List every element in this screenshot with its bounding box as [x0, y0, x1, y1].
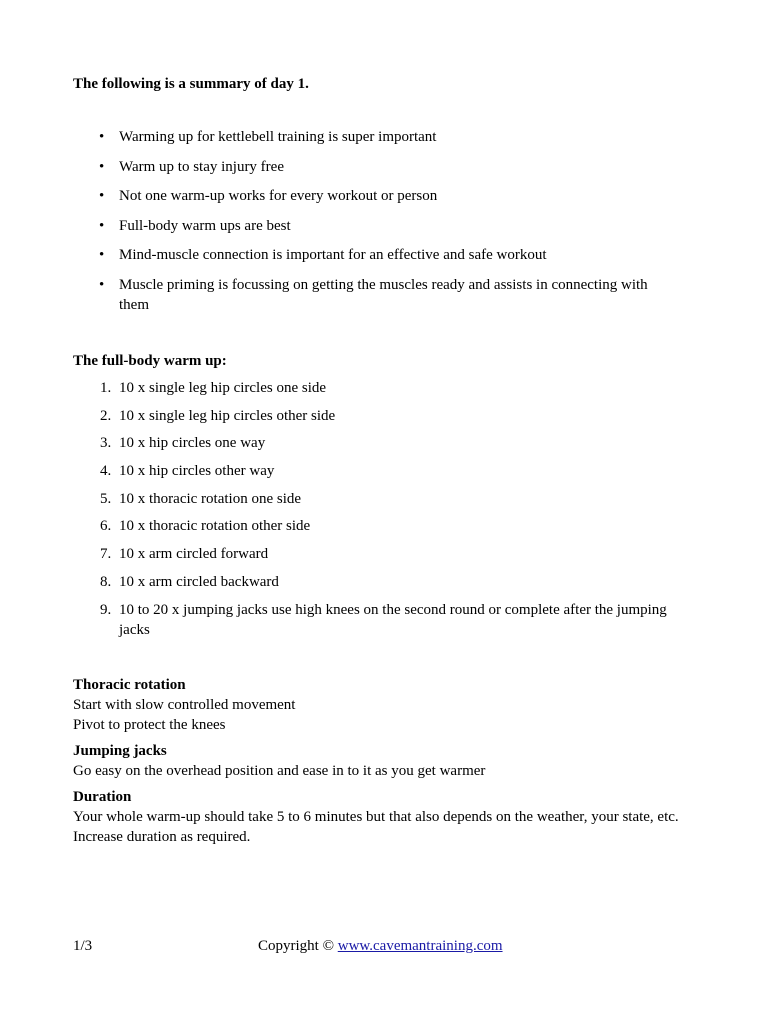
step-number: 7. [100, 546, 112, 563]
note-line: Start with slow controlled movement [73, 697, 296, 713]
note-thoracic-rotation [73, 676, 683, 735]
note-title: Thoracic rotation [73, 677, 186, 693]
bullet-text: Warm up to stay injury free [119, 158, 284, 175]
step-item [73, 600, 693, 640]
notes-section [73, 676, 683, 854]
step-text: 10 x thoracic rotation one side [119, 490, 302, 507]
step-number: 1. [100, 380, 112, 396]
step-text: 10 x hip circles one way [119, 435, 266, 452]
step-number: 9. [100, 601, 112, 618]
step-item [73, 461, 693, 481]
bullet-item [73, 186, 673, 206]
bullet-marker: • [99, 188, 105, 204]
step-item [73, 433, 693, 453]
step-number: 3. [100, 435, 112, 452]
website-link[interactable]: www.cavemantraining.com [337, 938, 503, 954]
bullet-text: Mind-muscle connection is important for an effective and safe workout [119, 247, 547, 263]
bullet-marker: • [99, 158, 105, 175]
note-jumping-jacks [73, 742, 683, 781]
full-body-heading: The full-body warm up: [73, 353, 227, 369]
step-number: 8. [100, 573, 112, 590]
step-number: 6. [100, 518, 112, 535]
bullet-text: Warming up for kettlebell training is super important [119, 129, 437, 145]
step-text: 10 x hip circles other way [119, 463, 275, 480]
note-duration [73, 788, 683, 847]
copyright-text: Copyright © [258, 938, 338, 954]
note-title: Jumping jacks [73, 743, 167, 759]
step-number: 5. [100, 490, 112, 507]
bullet-text: Full-body warm ups are best [119, 217, 291, 234]
bullet-item [73, 216, 673, 236]
step-item [73, 378, 693, 398]
step-text: 10 x single leg hip circles other side [119, 407, 336, 424]
warm-up-steps-list [73, 378, 693, 647]
bullet-marker: • [99, 129, 105, 145]
step-text: 10 x single leg hip circles one side [119, 380, 327, 396]
step-item [73, 489, 693, 509]
step-text: 10 x arm circled backward [119, 573, 279, 590]
step-text: 10 to 20 x jumping jacks use high knees on the second round or complete after the jumping jacks [119, 601, 667, 638]
bullet-item [73, 127, 673, 147]
step-item [73, 516, 693, 536]
bullet-item [73, 275, 673, 315]
bullet-marker: • [99, 276, 105, 293]
bullet-marker: • [99, 247, 105, 263]
bullet-item [73, 157, 673, 177]
bullet-item [73, 245, 673, 265]
step-item [73, 572, 693, 592]
note-line: Pivot to protect the knees [73, 717, 226, 733]
bullet-marker: • [99, 217, 105, 234]
note-line: Your whole warm-up should take 5 to 6 minutes but that also depends on the weather, your state, etc. Increase duration as required. [73, 809, 679, 845]
step-number: 2. [100, 407, 112, 424]
summary-bullet-list [73, 127, 673, 324]
summary-intro: The following is a summary of day 1. [73, 76, 309, 92]
step-item [73, 544, 693, 564]
footer-copyright [258, 937, 503, 955]
step-text: 10 x thoracic rotation other side [119, 518, 311, 535]
bullet-text: Not one warm-up works for every workout or person [119, 188, 438, 204]
note-title: Duration [73, 789, 132, 805]
step-item [73, 406, 693, 426]
step-text: 10 x arm circled forward [119, 546, 269, 563]
bullet-text: Muscle priming is focussing on getting the muscles ready and assists in connecting with them [119, 276, 648, 313]
note-line: Go easy on the overhead position and ease in to it as you get warmer [73, 763, 486, 779]
page-number: 1/3 [73, 938, 93, 954]
step-number: 4. [100, 463, 112, 480]
